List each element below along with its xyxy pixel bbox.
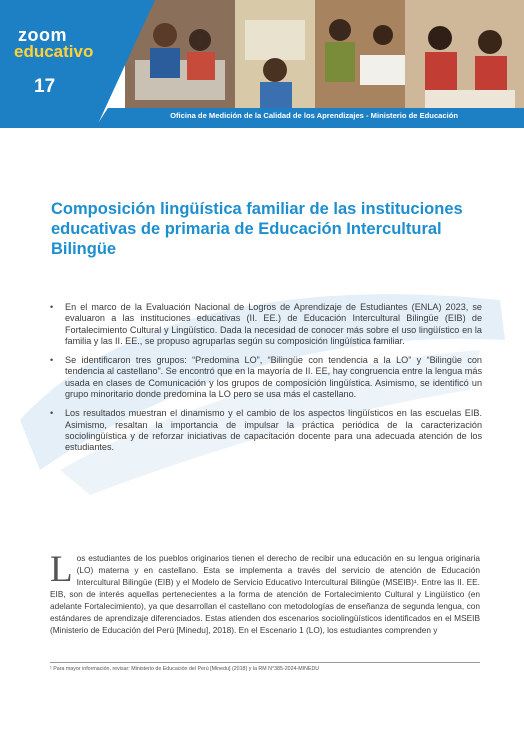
body-paragraph	[50, 549, 480, 636]
logo-zoom: zoom	[18, 25, 67, 45]
page-header	[0, 0, 524, 128]
footnote-divider	[50, 662, 480, 663]
drop-cap: L	[50, 549, 73, 590]
key-point: • En el marco de la Evaluación Nacional de Logros de Aprendizaje de Estudiantes (ENLA) 2023, se evaluaron a las instituciones educativas (II. EE.) de Educación Intercultural Bilingüe (EIB) de Fortalecimiento Cultural y Lingüístico. Dada la necesidad de conocer más sobre el uso lingüístico en la familia y las II. EE., se propuso agruparlas según su composición lingüística familiar.	[50, 302, 482, 347]
key-points-list	[50, 302, 482, 462]
key-point: • Los resultados muestran el dinamismo y el cambio de los aspectos lingüísticos en las escuelas EIB. Asimismo, resaltan la importancia de impulsar la práctica periódica de la caracterización sociolingüística y de reforzar iniciativas de capacitación docente para una adecuada atención de los estudiantes.	[50, 408, 482, 453]
body-paragraph-text: os estudiantes de los pueblos originarios tienen el derecho de recibir una educación en su lengua originaria (LO) materna y en castellano. Esta se implementa a través del servicio de atención de Educación Intercultural Bilingüe (EIB) y el Modelo de Servicio Educativo Intercultural Bilingüe (MSEIB)¹. Entre las II. EE. EIB, son de interés aquellas pertenecientes a la forma de atención de Fortalecimiento Cultural y Lingüístico (en adelante Fortalecimiento), ya que desarrollan el castellano con metodologías de enseñanza de segunda lengua, con estándares de aprendizaje diferenciados. Estas atienden dos escenarios sociolingüísticos identificados en el MSEIB (Ministerio de Educación del Perú [Minedu], 2018). En el Escenario 1 (LO), los estudiantes comprenden y	[50, 553, 480, 636]
article-title: Composición lingüística familiar de las instituciones educativas de primaria de Educación Intercultural Bilingüe	[51, 200, 463, 258]
issue-number: 17	[34, 76, 56, 97]
header-photo-strip	[125, 0, 524, 110]
logo-educativo: educativo	[14, 42, 94, 61]
classroom-photo-collage	[125, 0, 524, 110]
ministry-bar-text: Oficina de Medición de la Calidad de los Aprendizajes - Ministerio de Educación	[170, 111, 458, 120]
key-point: • Se identificaron tres grupos: “Predomina LO”, “Bilingüe con tendencia a la LO” y “Bilingüe con tendencia al castellano”. Se encontró que en la mayoría de II. EE, hay congruencia entre la lengua más usada en clases de Comunicación y los grupos de composición lingüística. Asimismo, se identificó un grupo minoritario donde predomina la LO pero se usa más el castellano.	[50, 355, 482, 400]
footnote: ¹ Para mayor información, revisar: Ministerio de Educación del Perú [Minedu] (2018) y la RM N°385-2024-MINEDU	[50, 666, 320, 672]
